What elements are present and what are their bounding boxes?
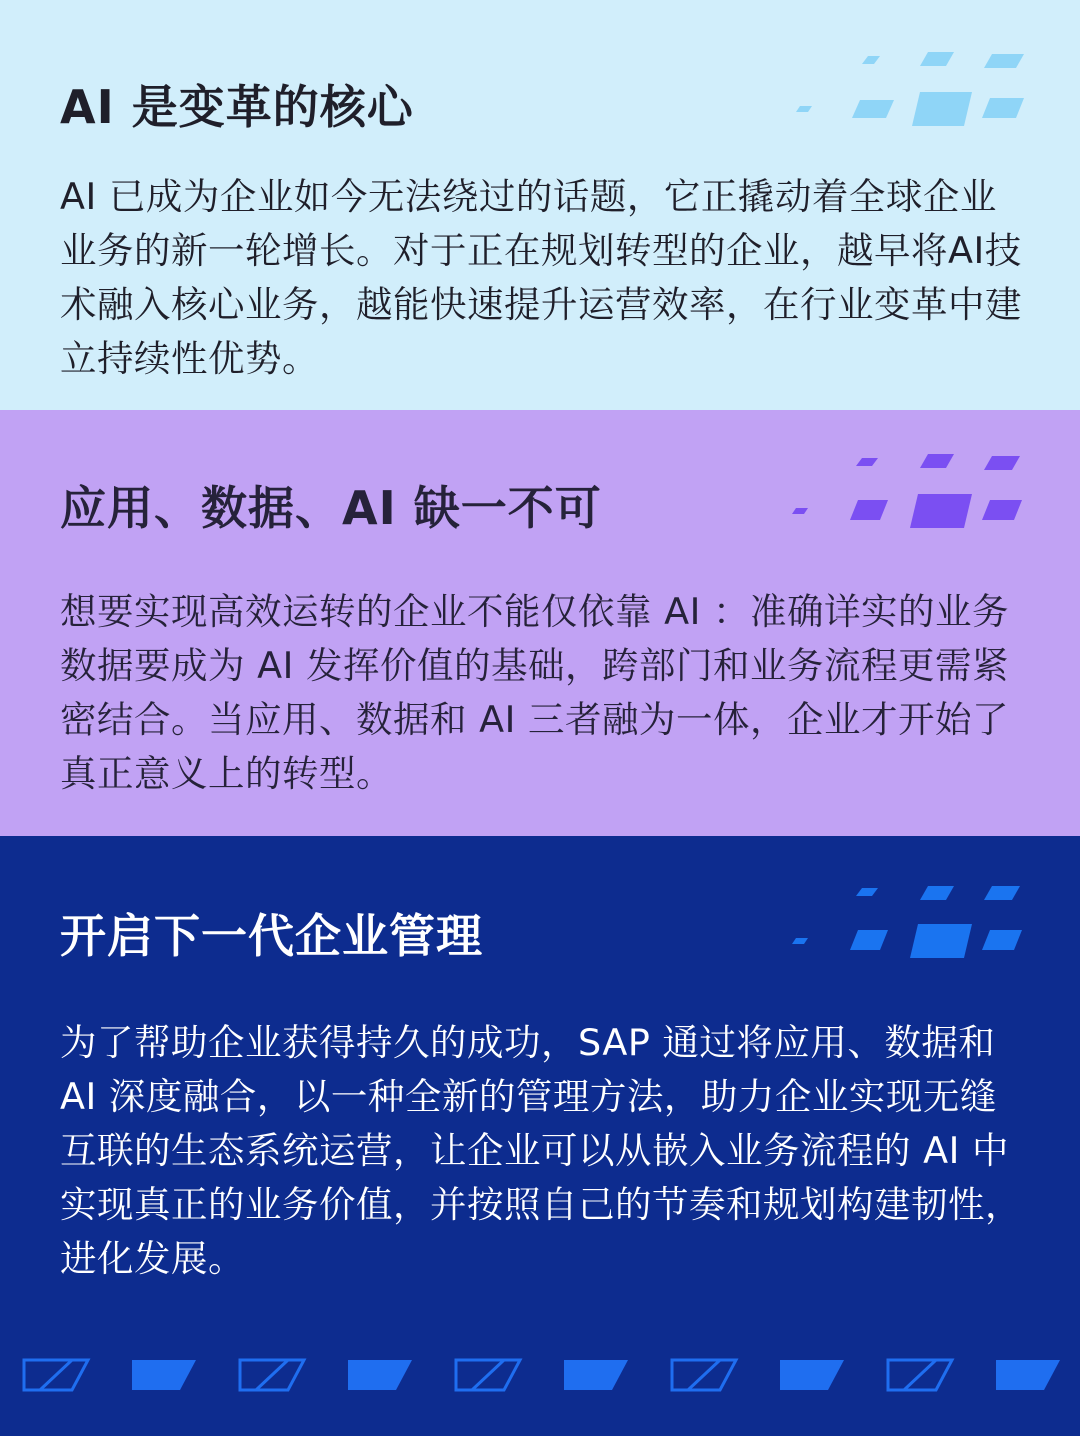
section-title: 开启下一代企业管理: [60, 909, 483, 963]
section-title: AI 是变革的核心: [60, 80, 414, 134]
section-app-data-ai: [0, 410, 1080, 836]
parallelogram-pattern-icon: [792, 884, 1024, 966]
bottom-parallelogram-row-icon: [0, 1356, 1080, 1396]
section-next-gen-management: [0, 836, 1080, 1436]
section-body: 想要实现高效运转的企业不能仅依靠 AI ：准确详实的业务数据要成为 AI 发挥价值的基础，跨部门和业务流程更需紧密结合。当应用、数据和 AI 三者融为一体，企业才开始了真正意义上的转型。: [60, 590, 1009, 795]
section-body: 为了帮助企业获得持久的成功，SAP 通过将应用、数据和 AI 深度融合，以一种全新的管理方法，助力企业实现无缝互联的生态系统运营，让企业可以从嵌入业务流程的 AI 中实现真正的业务价值，并按照自己的节奏和规划构建韧性，进化发展。: [60, 1021, 1022, 1280]
section-title: 应用、数据、AI 缺一不可: [60, 481, 602, 535]
parallelogram-pattern-icon: [796, 48, 1026, 128]
section-ai-core: [0, 0, 1080, 410]
parallelogram-pattern-icon: [792, 452, 1024, 534]
section-body: AI 已成为企业如今无法绕过的话题，它正撬动着全球企业业务的新一轮增长。对于正在规划转型的企业，越早将AI技术融入核心业务，越能快速提升运营效率，在行业变革中建立持续性优势。: [60, 175, 1022, 380]
